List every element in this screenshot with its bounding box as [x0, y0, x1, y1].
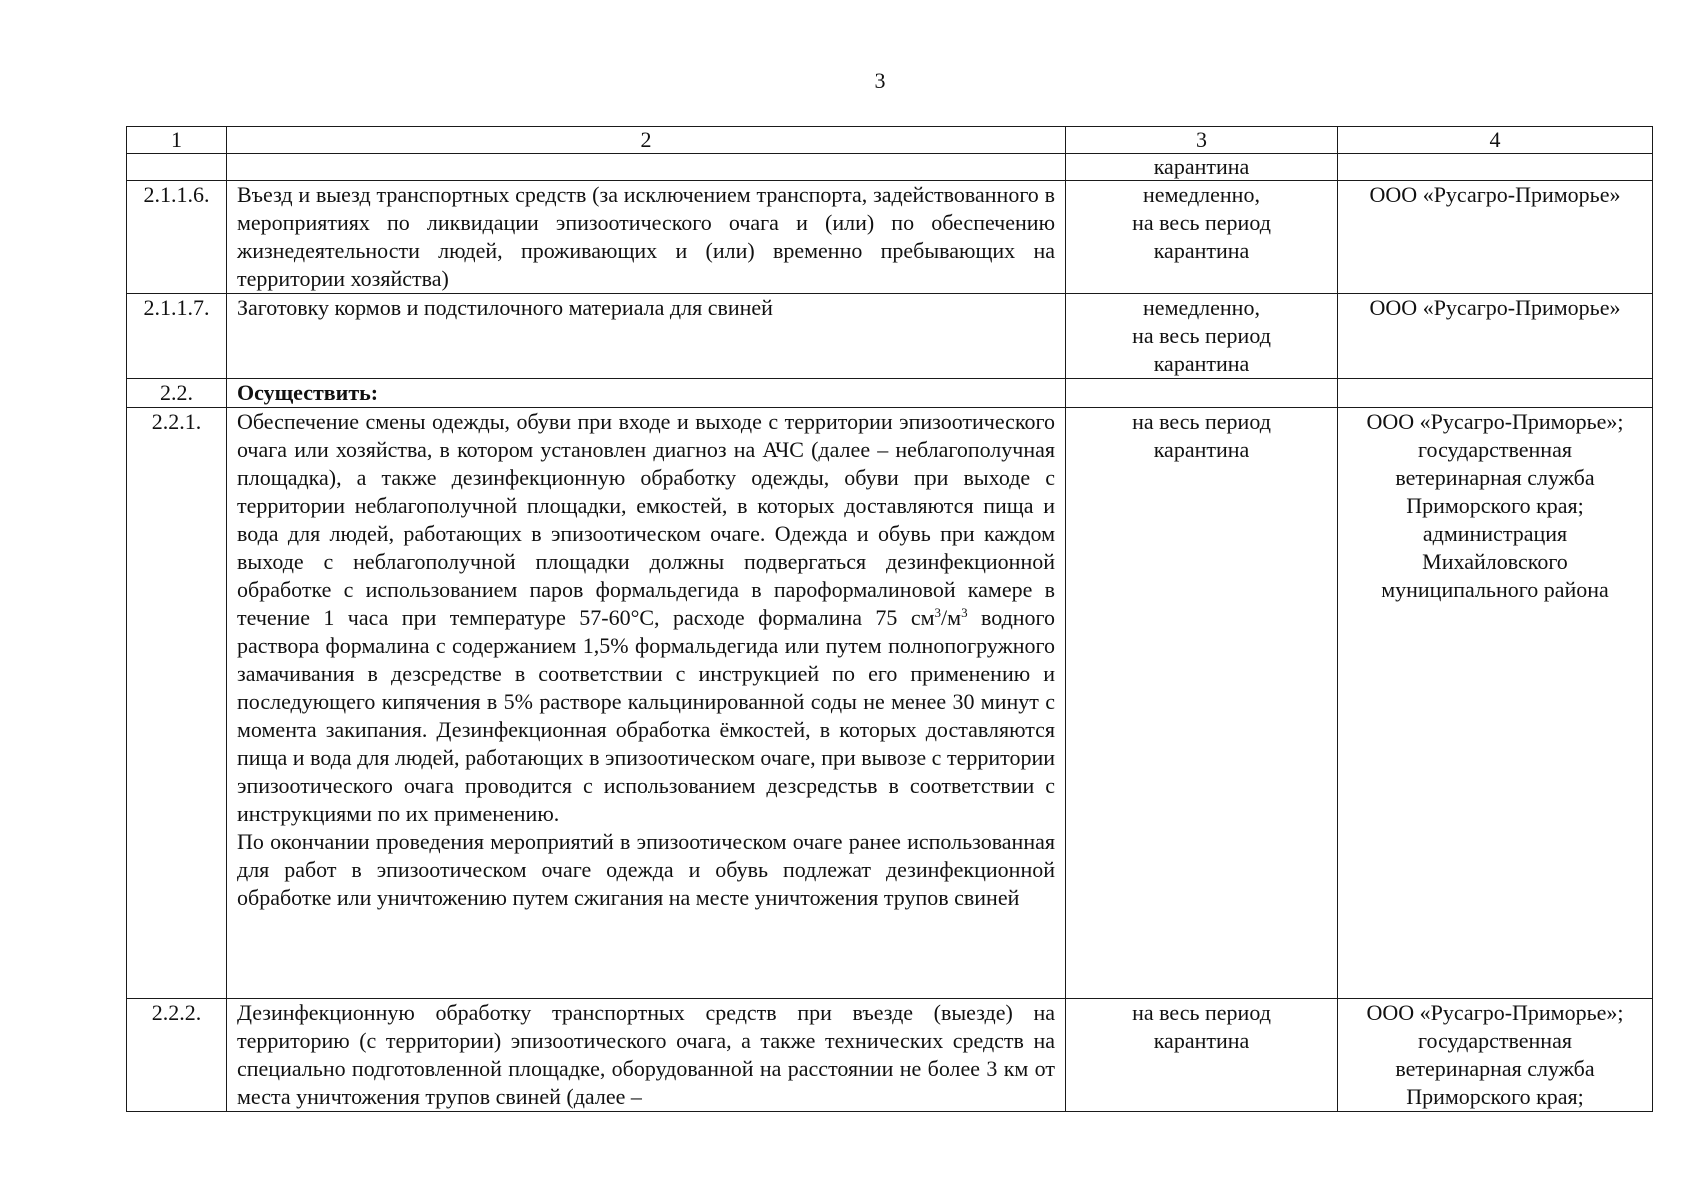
- row-executor: [1338, 154, 1653, 181]
- row-number: 2.2.1.: [127, 408, 227, 999]
- term-line: немедленно,: [1143, 182, 1260, 207]
- term-line: на весь период: [1132, 210, 1271, 235]
- row-text-clipped: Дезинфекционную обработку транспортных средств при въезде (выезде) на территорию (с территории) эпизоотического очага, а также технических средств на специально подготовленной площадке, оборудованной на расстоянии не более 3 км от места уничтожения трупов свиней (далее –: [237, 1000, 1055, 1109]
- term-line: карантина: [1153, 1028, 1250, 1053]
- row-term: [1066, 181, 1338, 294]
- text-paragraph: Обеспечение смены одежды, обуви при входе и выходе с территории эпизоотического очага или хозяйства, в котором установлен диагноз на АЧС (далее – неблагополучная площадка), а также дезинфекционную обработку одежды, обуви при выходе с территории неблагополучной площадки, емкостей, в которых доставляются пища и вода для людей, работающих в эпизоотическом очаге. Одежда и обувь при каждом выходе с неблагополучной площадки должны подвергаться дезинфекционной обработке с использованием паров формальдегида в пароформалиновой камере в течение 1 часа при температуре 57-60°С, расходе формалина 75 $см^3/м^3$ водного раствора формалина с содержанием 1,5% формальдегида или путем полнопогружного замачивания в дезсредстве в соответствии с инструкцией по его применению и последующего кипячения в 5% растворе кальцинированной соды не менее 30 минут с момента закипания. Дезинфекционная обработка ёмкостей, в которых доставляются пища и вода для людей, работающих в эпизоотическом очаге, при вывозе с территории эпизоотического очага проводится с использованием дезсредстьв в соответствии с инструкциями по их применению.: [237, 409, 1056, 826]
- table-header-row: [127, 127, 1653, 154]
- row-number: 2.1.1.7.: [127, 294, 227, 379]
- row-term: [1066, 294, 1338, 379]
- row-number: 2.2.: [127, 379, 227, 408]
- table-row: [127, 408, 1653, 999]
- row-executor: ООО «Русагро-Приморье»: [1338, 181, 1653, 294]
- row-text: [227, 408, 1066, 999]
- row-text: Въезд и выезд транспортных средств (за исключением транспорта, задействованного в мероприятиях по ликвидации эпизоотического очага и (или) по обеспечению жизнедеятельности людей, проживающих и (или) временно пребывающих на территории хозяйства): [227, 181, 1066, 294]
- executor-line: администрация: [1422, 521, 1568, 546]
- term-line: на весь период: [1132, 409, 1271, 434]
- executor-line: государственная: [1418, 1028, 1572, 1053]
- table-row: [127, 181, 1653, 294]
- row-text: Заготовку кормов и подстилочного материала для свиней: [227, 294, 1066, 379]
- superscript: 3: [961, 605, 968, 620]
- term-line: карантина: [1153, 351, 1250, 376]
- row-number: 2.1.1.6.: [127, 181, 227, 294]
- header-col-3: 3: [1066, 127, 1338, 154]
- row-text: [227, 154, 1066, 181]
- term-line: карантина: [1153, 437, 1250, 462]
- table-row-continuation: [127, 154, 1653, 181]
- section-title: Осуществить:: [227, 379, 1066, 408]
- executor-line: ветеринарная служба: [1395, 1056, 1595, 1081]
- row-text: [227, 999, 1066, 1112]
- row-executor: [1338, 999, 1653, 1112]
- row-number: [127, 154, 227, 181]
- measures-table: [126, 126, 1653, 1112]
- executor-line: ветеринарная служба: [1395, 465, 1595, 490]
- executor-line: государственная: [1418, 437, 1572, 462]
- executor-line: Приморского края;: [1406, 1084, 1584, 1109]
- row-term: [1066, 999, 1338, 1112]
- table-row-section: [127, 379, 1653, 408]
- row-term: [1066, 408, 1338, 999]
- executor-line: Михайловского: [1422, 549, 1568, 574]
- header-col-4: 4: [1338, 127, 1653, 154]
- executor-line: ООО «Русагро-Приморье»;: [1366, 1000, 1624, 1025]
- table-row: [127, 294, 1653, 379]
- header-col-1: 1: [127, 127, 227, 154]
- text-paragraph: По окончании проведения мероприятий в эпизоотическом очаге ранее использованная для работ в эпизоотическом очаге одежда и обувь подлежат дезинфекционной обработке или уничтожению путем сжигания на месте уничтожения трупов свиней: [237, 829, 1055, 910]
- row-executor: [1338, 379, 1653, 408]
- row-term: [1066, 379, 1338, 408]
- table-row: [127, 999, 1653, 1112]
- row-executor: ООО «Русагро-Приморье»: [1338, 294, 1653, 379]
- executor-line: Приморского края;: [1406, 493, 1584, 518]
- row-term: карантина: [1066, 154, 1338, 181]
- row-number: 2.2.2.: [127, 999, 227, 1112]
- superscript: 3: [934, 605, 942, 620]
- term-line: немедленно,: [1143, 295, 1260, 320]
- executor-line: ООО «Русагро-Приморье»;: [1366, 409, 1624, 434]
- term-line: на весь период: [1132, 1000, 1271, 1025]
- page-number: 3: [874, 68, 886, 93]
- header-col-2: 2: [227, 127, 1066, 154]
- executor-line: муниципального района: [1381, 577, 1609, 602]
- term-line: на весь период: [1132, 323, 1271, 348]
- term-line: карантина: [1153, 238, 1250, 263]
- row-executor: [1338, 408, 1653, 999]
